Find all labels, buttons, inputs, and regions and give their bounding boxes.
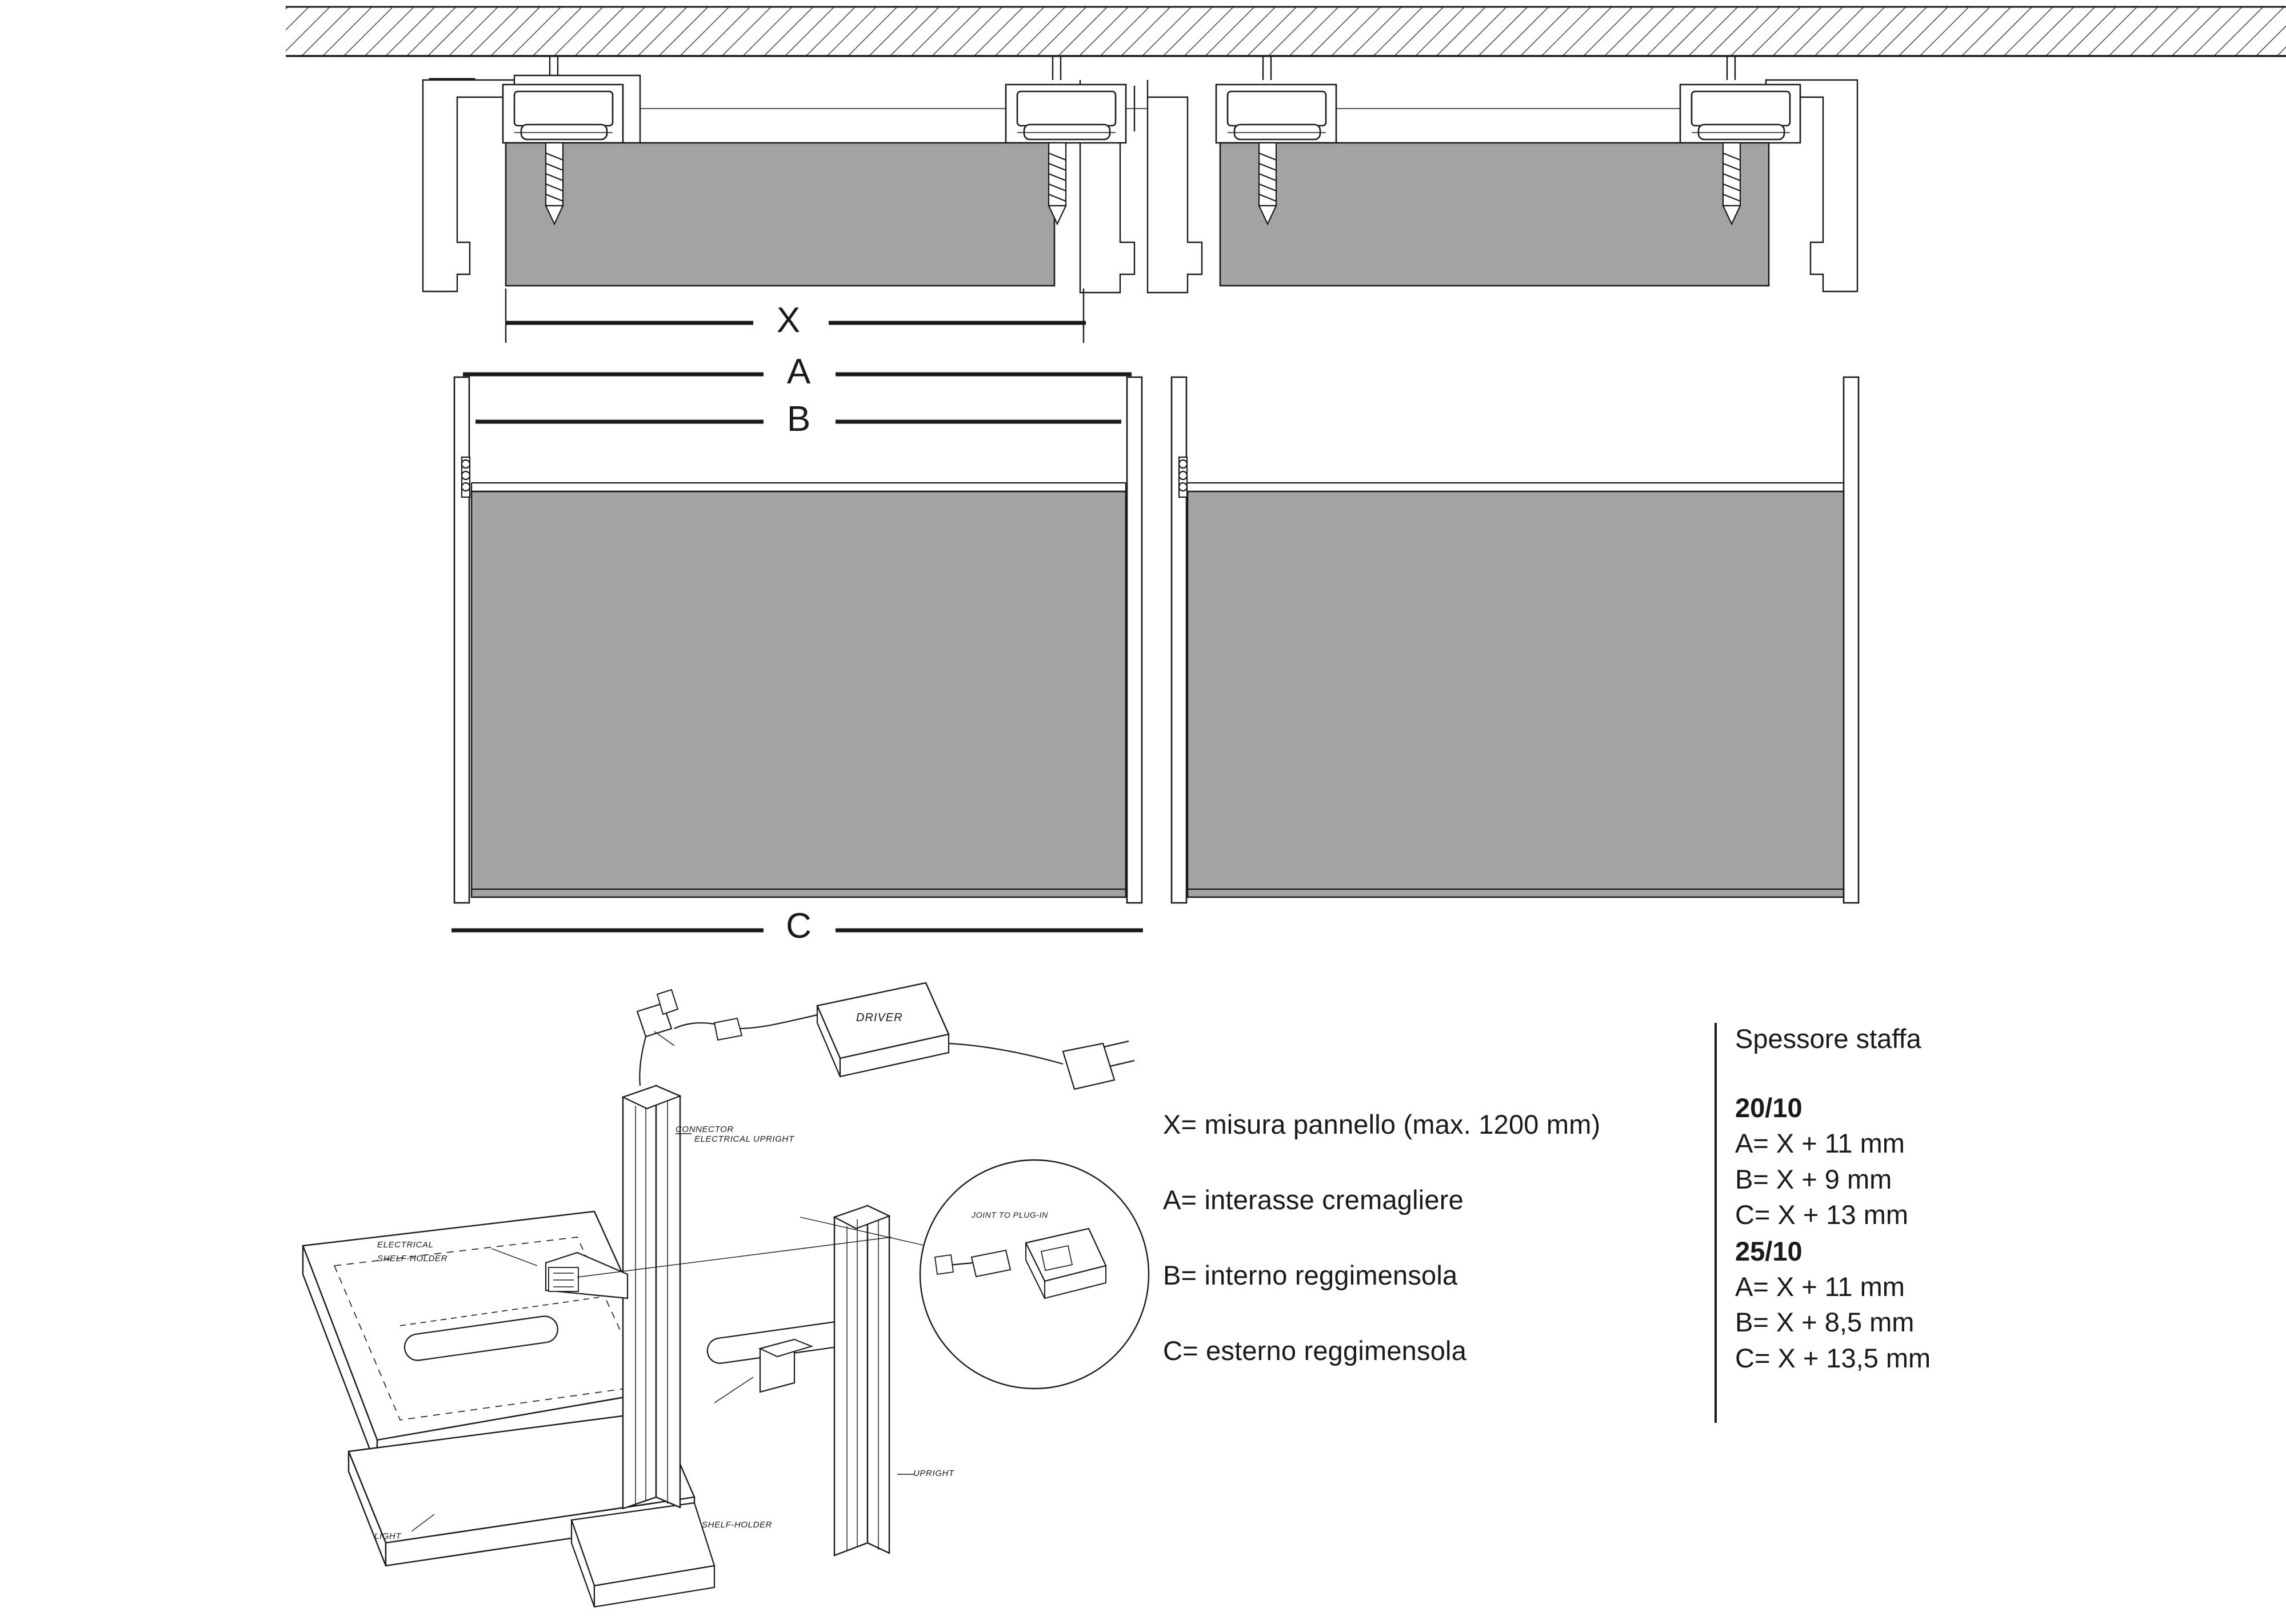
connector-label: CONNECTOR	[676, 1125, 734, 1134]
electrical-shelf-holder-label-line1: ELECTRICAL	[377, 1240, 434, 1250]
thickness-2010-b: B= X + 9 mm	[1735, 1163, 1892, 1194]
dimension-label-b: B	[786, 399, 812, 439]
dimension-label-a: A	[786, 352, 812, 391]
panel-left	[454, 377, 1142, 903]
panel-face-left	[471, 491, 1126, 897]
bracket-thickness-block	[1720, 1023, 2135, 1378]
electrical-shelf-holder-label-line2: SHELF-HOLDER	[377, 1254, 448, 1263]
thickness-heading-2510: 25/10	[1735, 1235, 1803, 1266]
upright-right	[1127, 377, 1142, 903]
legend-line-x: X= misura pannello (max. 1200 mm)	[1163, 1109, 1601, 1139]
shelf-holder-iso	[760, 1339, 812, 1392]
bracket-thickness-title: Spessore staffa	[1735, 1023, 1921, 1054]
upright-label: UPRIGHT	[913, 1469, 954, 1478]
section-panels	[506, 143, 1769, 286]
detail-circle-joint	[920, 1160, 1149, 1389]
light-label: LIGHT	[374, 1531, 402, 1541]
thickness-2010-a: A= X + 11 mm	[1735, 1128, 1905, 1158]
dimension-label-x: X	[776, 301, 801, 340]
legend-block	[1163, 1109, 1700, 1410]
shelf-holder-label: SHELF-HOLDER	[702, 1520, 773, 1530]
dimension-label-c: C	[786, 906, 812, 946]
driver-assembly	[637, 983, 1134, 1089]
suspension-rods	[550, 56, 1735, 80]
bracket-left	[462, 457, 470, 497]
thickness-2510-a: A= X + 11 mm	[1735, 1271, 1905, 1302]
panel-right	[1172, 377, 1859, 903]
legend-line-c: C= esterno reggimensola	[1163, 1335, 1467, 1366]
thickness-2010-c: C= X + 13 mm	[1735, 1199, 1908, 1230]
legend-line-a: A= interasse cremagliere	[1163, 1185, 1464, 1215]
thickness-heading-2010: 20/10	[1735, 1093, 1803, 1123]
isometric-exploded-view	[303, 983, 1149, 1607]
driver-label: DRIVER	[856, 1011, 903, 1024]
electrical-upright-label: ELECTRICAL UPRIGHT	[694, 1134, 794, 1144]
upright-right-2	[1844, 377, 1859, 903]
upright-iso	[834, 1206, 889, 1555]
thickness-divider	[1714, 1023, 1717, 1423]
legend-line-b: B= interno reggimensola	[1163, 1260, 1458, 1290]
thickness-2510-b: B= X + 8,5 mm	[1735, 1307, 1915, 1337]
thickness-2510-c: C= X + 13,5 mm	[1735, 1342, 1931, 1373]
panel-face-right	[1188, 491, 1844, 897]
thickness-group-2510	[1735, 1235, 2135, 1377]
bracket-right	[1179, 457, 1187, 497]
ceiling-section-view	[286, 7, 2286, 293]
upright-left-2	[1172, 377, 1186, 903]
ceiling-hatch	[286, 7, 2286, 56]
electrical-upright-iso	[623, 1086, 680, 1509]
panel-elevation-view	[454, 377, 1859, 903]
thickness-group-2010	[1735, 1092, 2135, 1233]
upright-left	[454, 377, 469, 903]
joint-to-plug-in-label: JOINT TO PLUG-IN	[972, 1210, 1048, 1219]
